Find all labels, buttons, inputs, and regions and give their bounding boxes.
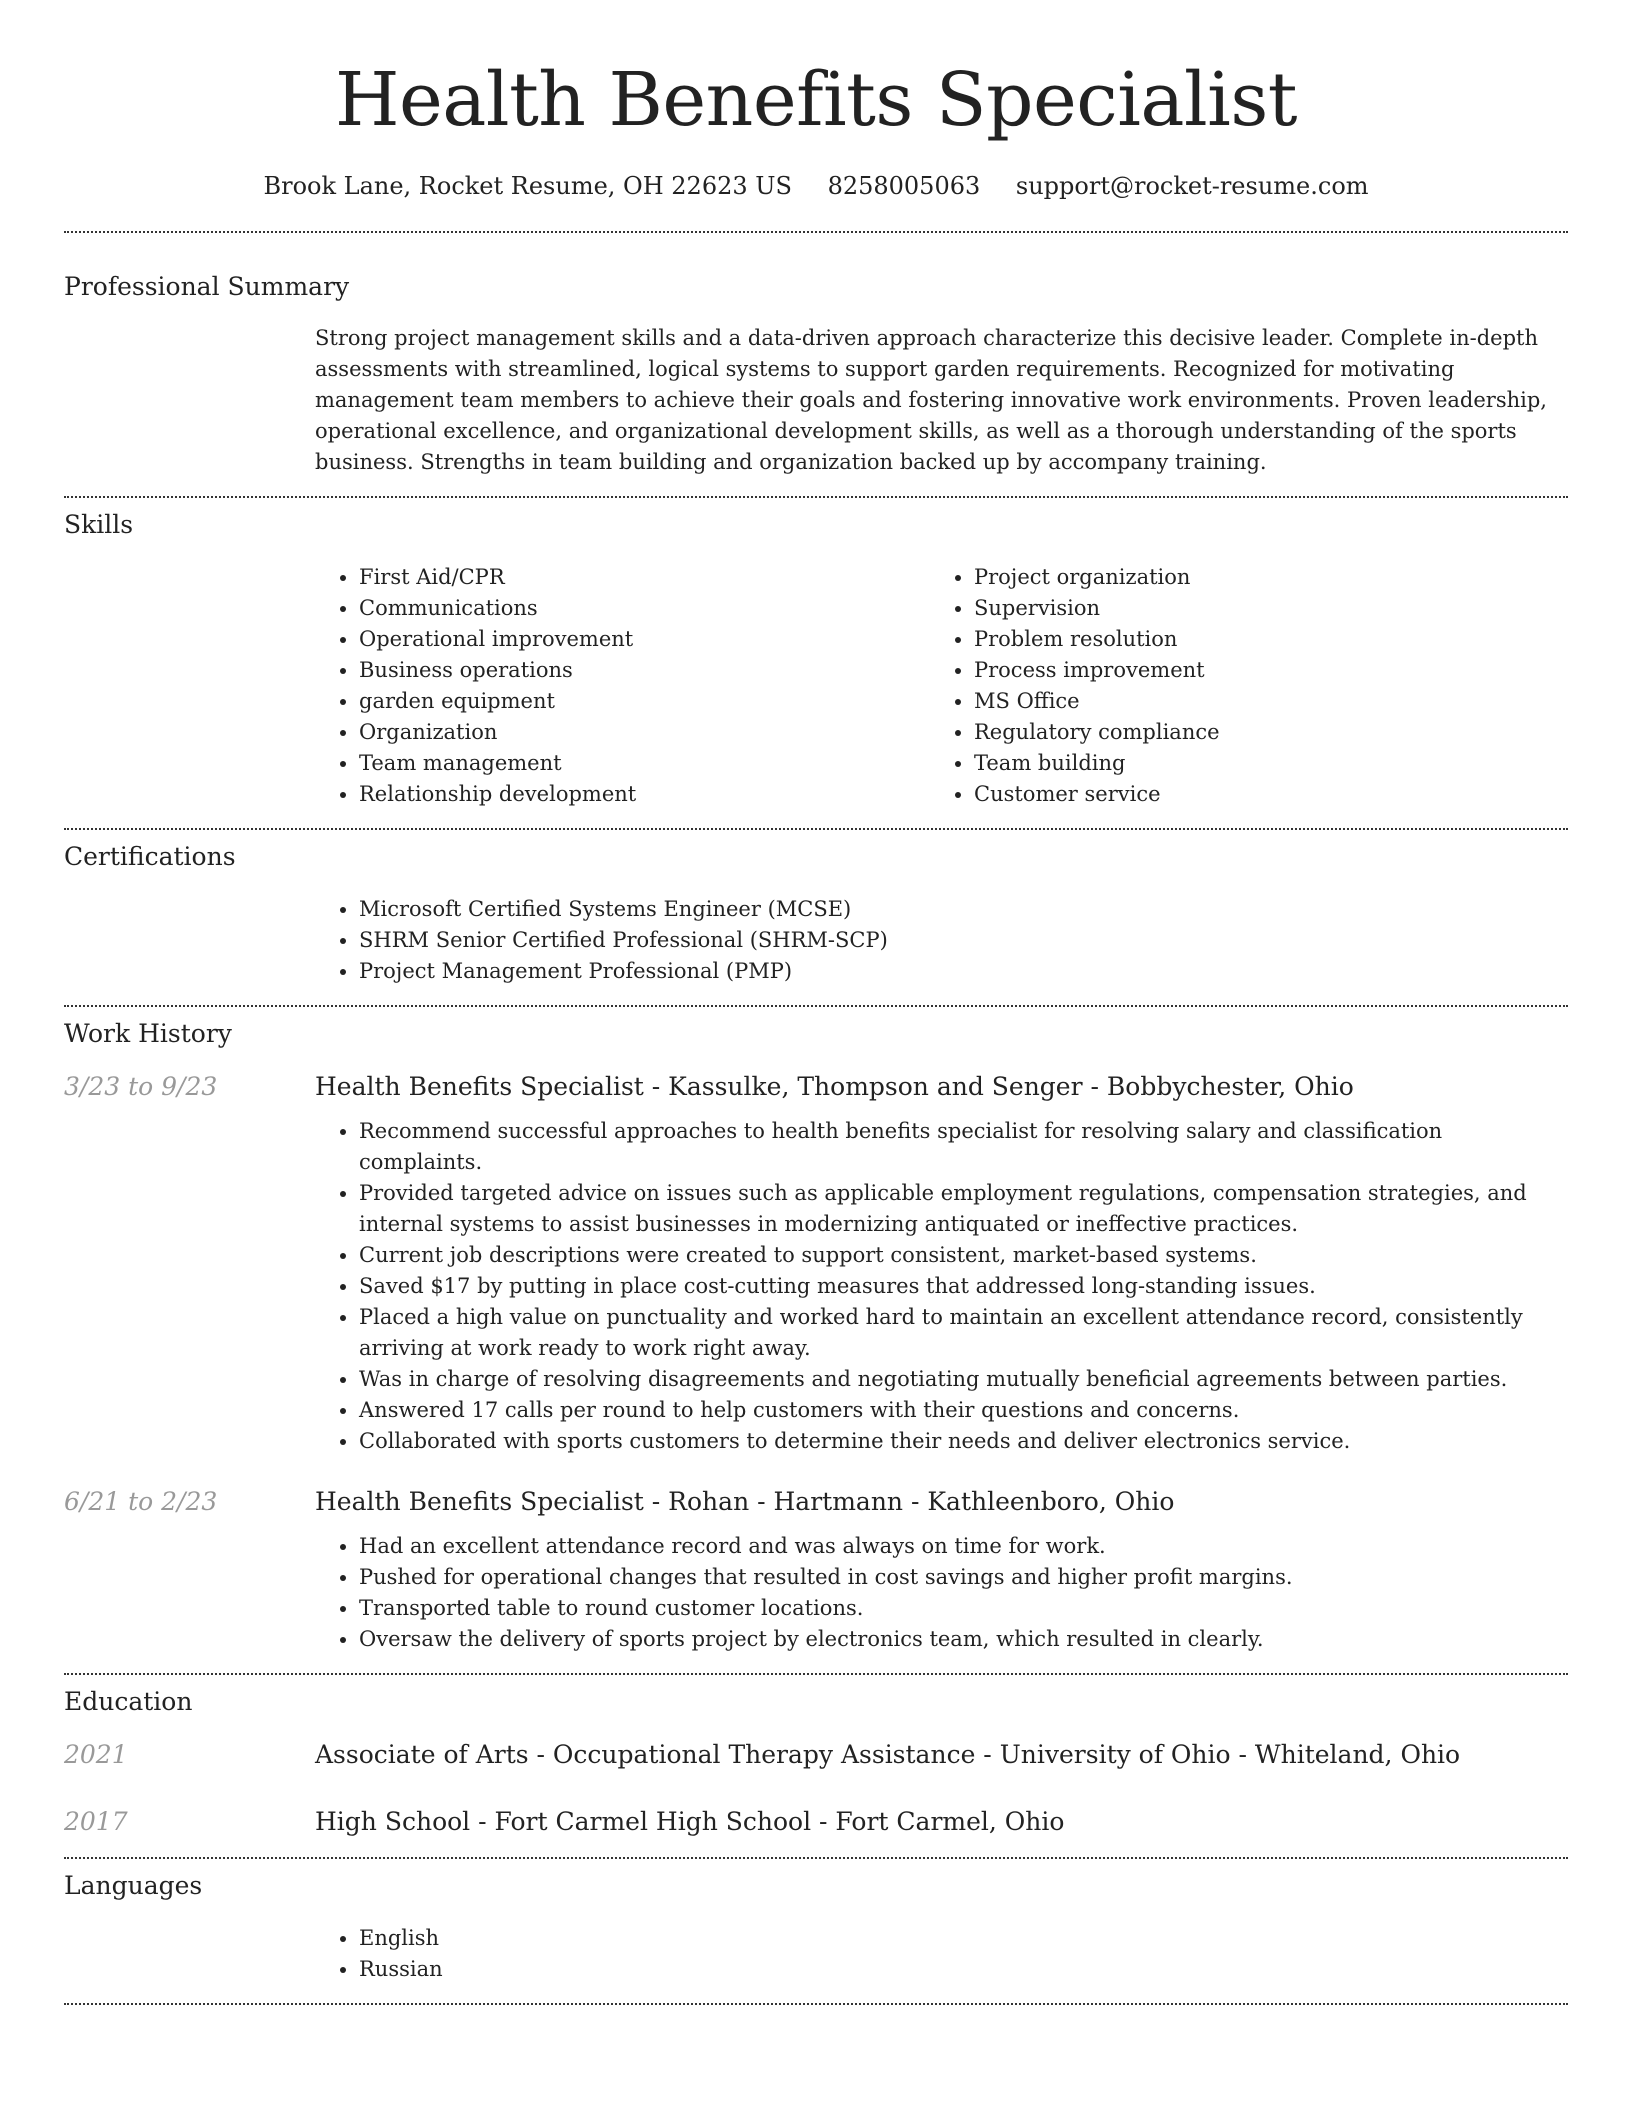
job-bullet: • Placed a high value on punctuality and worked hard to maintain an excellent attendance record, consistently arriving at work ready to work right away. bbox=[359, 1302, 1568, 1364]
job-bullet-list bbox=[315, 1116, 1568, 1457]
skill-item: • Organization bbox=[359, 717, 930, 748]
summary-text: Strong project management skills and a data-driven approach characterize this decisive leader. Complete in-depth assessments with streamlined, logical systems to support garden requirements. Recognized for motivating management team members to achieve their goals and fostering innovative work environments. Proven leadership, operational excellence, and organizational development skills, as well as a thorough understanding of the sports business. Strengths in team building and organization backed up by accompany training. bbox=[315, 326, 1547, 474]
languages-content bbox=[315, 1923, 1568, 1985]
section-title-education: Education bbox=[64, 1687, 193, 1716]
certifications-section bbox=[64, 830, 1568, 987]
job-entry bbox=[64, 1070, 1568, 1457]
certifications-content bbox=[315, 894, 1568, 987]
skill-item: • Team building bbox=[974, 748, 1530, 779]
job-bullet: • Pushed for operational changes that resulted in cost savings and higher profit margins. bbox=[359, 1562, 1568, 1593]
skills-column-2 bbox=[930, 562, 1530, 810]
job-bullet: • Provided targeted advice on issues such as applicable employment regulations, compensation strategies, and internal systems to assist businesses in modernizing antiquated or ineffective practices. bbox=[359, 1178, 1568, 1240]
skill-item: • Problem resolution bbox=[974, 624, 1530, 655]
job-dates: 3/23 to 9/23 bbox=[64, 1072, 218, 1101]
education-year: 2021 bbox=[64, 1740, 128, 1769]
contact-phone: 8258005063 bbox=[827, 172, 981, 200]
job-bullet: • Current job descriptions were created to support consistent, market-based systems. bbox=[359, 1240, 1568, 1271]
skill-item: • garden equipment bbox=[359, 686, 930, 717]
education-section bbox=[64, 1675, 1568, 1839]
skill-item: • Regulatory compliance bbox=[974, 717, 1530, 748]
skill-item: • Team management bbox=[359, 748, 930, 779]
education-entry bbox=[64, 1805, 1568, 1839]
skill-item: • MS Office bbox=[974, 686, 1530, 717]
job-bullets bbox=[315, 1531, 1568, 1655]
skill-item: • Relationship development bbox=[359, 779, 930, 810]
education-entry bbox=[64, 1738, 1568, 1772]
skill-item: • Process improvement bbox=[974, 655, 1530, 686]
job-entry bbox=[64, 1485, 1568, 1655]
certification-item: • Microsoft Certified Systems Engineer (MCSE) bbox=[359, 894, 1568, 925]
section-title-languages: Languages bbox=[64, 1871, 203, 1900]
work-history-section bbox=[64, 1007, 1568, 1655]
job-bullet: • Oversaw the delivery of sports project by electronics team, which resulted in clearly. bbox=[359, 1624, 1568, 1655]
skill-item: • Operational improvement bbox=[359, 624, 930, 655]
skill-item: • Supervision bbox=[974, 593, 1530, 624]
job-header bbox=[64, 1485, 1568, 1519]
skill-item: • Communications bbox=[359, 593, 930, 624]
job-title: Health Benefits Specialist - Kassulke, Thompson and Senger - Bobbychester, Ohio bbox=[315, 1072, 1354, 1101]
job-bullet: • Collaborated with sports customers to determine their needs and deliver electronics service. bbox=[359, 1426, 1568, 1457]
summary-section bbox=[64, 233, 1568, 478]
job-dates: 6/21 to 2/23 bbox=[64, 1487, 218, 1516]
languages-section bbox=[64, 1859, 1568, 1985]
skills-list bbox=[315, 562, 1568, 810]
summary-content bbox=[315, 323, 1568, 478]
job-bullet: • Recommend successful approaches to health benefits specialist for resolving salary and classification complaints. bbox=[359, 1116, 1568, 1178]
section-title-certifications: Certifications bbox=[64, 842, 236, 871]
contact-address: Brook Lane, Rocket Resume, OH 22623 US bbox=[263, 172, 792, 200]
language-item: • Russian bbox=[359, 1954, 1568, 1985]
certification-item: • SHRM Senior Certified Professional (SHRM-SCP) bbox=[359, 925, 1568, 956]
education-title: Associate of Arts - Occupational Therapy Assistance - University of Ohio - Whiteland, Ohio bbox=[315, 1740, 1461, 1769]
job-bullet: • Transported table to round customer locations. bbox=[359, 1593, 1568, 1624]
certifications-list bbox=[315, 894, 1568, 987]
job-bullet: • Was in charge of resolving disagreements and negotiating mutually beneficial agreements between parties. bbox=[359, 1364, 1568, 1395]
certification-item: • Project Management Professional (PMP) bbox=[359, 956, 1568, 987]
skill-item: • First Aid/CPR bbox=[359, 562, 930, 593]
education-year: 2017 bbox=[64, 1807, 128, 1836]
section-title-work-history: Work History bbox=[64, 1019, 232, 1048]
job-bullet: • Had an excellent attendance record and was always on time for work. bbox=[359, 1531, 1568, 1562]
skill-item: • Customer service bbox=[974, 779, 1530, 810]
resume-page bbox=[64, 0, 1568, 2005]
candidate-name: Health Benefits Specialist bbox=[334, 57, 1298, 143]
job-bullet: • Answered 17 calls per round to help customers with their questions and concerns. bbox=[359, 1395, 1568, 1426]
contact-line bbox=[64, 170, 1568, 202]
skill-item: • Business operations bbox=[359, 655, 930, 686]
skill-item: • Project organization bbox=[974, 562, 1530, 593]
section-divider bbox=[64, 2003, 1568, 2005]
job-bullet: • Saved $17 by putting in place cost-cutting measures that addressed long-standing issues. bbox=[359, 1271, 1568, 1302]
language-item: • English bbox=[359, 1923, 1568, 1954]
skills-column-1 bbox=[315, 562, 930, 810]
job-bullet-list bbox=[315, 1531, 1568, 1655]
job-header bbox=[64, 1070, 1568, 1104]
job-title: Health Benefits Specialist - Rohan - Hartmann - Kathleenboro, Ohio bbox=[315, 1487, 1175, 1516]
skills-section bbox=[64, 498, 1568, 810]
job-bullets bbox=[315, 1116, 1568, 1457]
contact-email[interactable]: support@rocket-resume.com bbox=[1015, 172, 1369, 200]
education-title: High School - Fort Carmel High School - Fort Carmel, Ohio bbox=[315, 1807, 1065, 1836]
section-title-summary: Professional Summary bbox=[64, 272, 350, 301]
section-title-skills: Skills bbox=[64, 510, 134, 539]
resume-header bbox=[64, 0, 1568, 202]
languages-list bbox=[315, 1923, 1568, 1985]
